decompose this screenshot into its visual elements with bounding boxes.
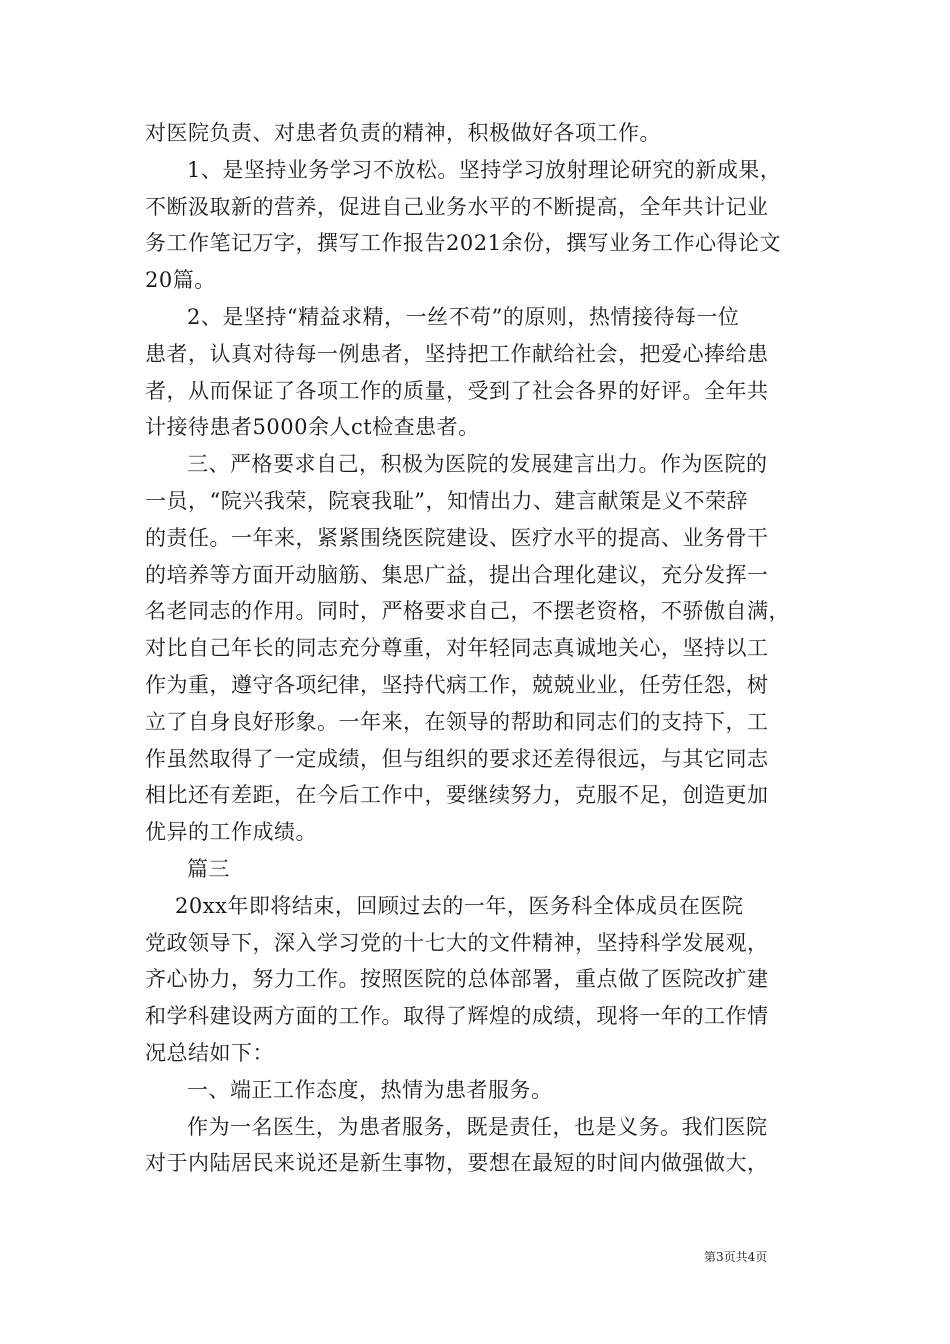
text-line: 作为一名医生，为患者服务，既是责任，也是义务。我们医院: [187, 1114, 768, 1139]
text-line: 计接待患者5000余人ct检查患者。: [145, 415, 480, 440]
text-line: 对比自己年长的同志充分尊重，对年轻同志真诚地关心，坚持以工: [145, 636, 769, 661]
text-line: 作虽然取得了一定成绩，但与组织的要求还差得很远，与其它同志: [145, 746, 769, 771]
text-line: 对于内陆居民来说还是新生事物，要想在最短的时间内做强做大，: [145, 1151, 769, 1176]
text-line: 一员，“院兴我荣，院衰我耻”，知情出力、建言献策是义不荣辞: [145, 488, 748, 513]
text-line: 20篇。: [145, 268, 216, 293]
text-line: 党政领导下，深入学习党的十七大的文件精神，坚持科学发展观，: [145, 930, 769, 955]
text-line: 齐心协力，努力工作。按照医院的总体部署，重点做了医院改扩建: [145, 967, 769, 992]
text-line: 三、严格要求自己，积极为医院的发展建言出力。作为医院的: [187, 452, 768, 477]
text-line: 优异的工作成绩。: [145, 820, 317, 845]
section-heading: 篇三: [187, 856, 230, 881]
text-line: 2、是坚持“精益求精，一丝不苟”的原则，热情接待每一位: [187, 304, 740, 329]
text-line: 名老同志的作用。同时，严格要求自己，不摆老资格，不骄傲自满，: [145, 599, 790, 624]
text-line: 作为重，遵守各项纪律，坚持代病工作，兢兢业业，任劳任怨，树: [145, 672, 769, 697]
text-line: 一、端正工作态度，热情为患者服务。: [187, 1077, 553, 1102]
text-line: 1、是坚持业务学习不放松。坚持学习放射理论研究的新成果，: [187, 157, 782, 182]
text-line: 20xx年即将结束，回顾过去的一年，医务科全体成员在医院: [175, 893, 744, 918]
text-line: 对医院负责、对患者负责的精神，积极做好各项工作。: [145, 121, 661, 145]
text-line: 不断汲取新的营养，促进自己业务水平的不断提高，全年共计记业: [145, 194, 769, 219]
text-line: 况总结如下：: [145, 1040, 274, 1065]
page-number: 第3页共4页: [704, 1250, 768, 1264]
text-line: 者，从而保证了各项工作的质量，受到了社会各界的好评。全年共: [145, 378, 769, 403]
document-body: [145, 115, 835, 1182]
text-line: 立了自身良好形象。一年来，在领导的帮助和同志们的支持下，工: [145, 709, 769, 734]
text-line: 的责任。一年来，紧紧围绕医院建设、医疗水平的提高、业务骨干: [145, 525, 769, 550]
text-line: 的培养等方面开动脑筋、集思广益，提出合理化建议，充分发挥一: [145, 562, 769, 587]
text-line: 相比还有差距，在今后工作中，要继续努力，克服不足，创造更加: [145, 783, 769, 808]
text-line: 患者，认真对待每一例患者，坚持把工作献给社会，把爱心捧给患: [145, 341, 769, 366]
text-line: 务工作笔记万字，撰写工作报告2021余份，撰写业务工作心得论文: [145, 231, 781, 256]
text-line: 和学科建设两方面的工作。取得了辉煌的成绩，现将一年的工作情: [145, 1004, 769, 1029]
